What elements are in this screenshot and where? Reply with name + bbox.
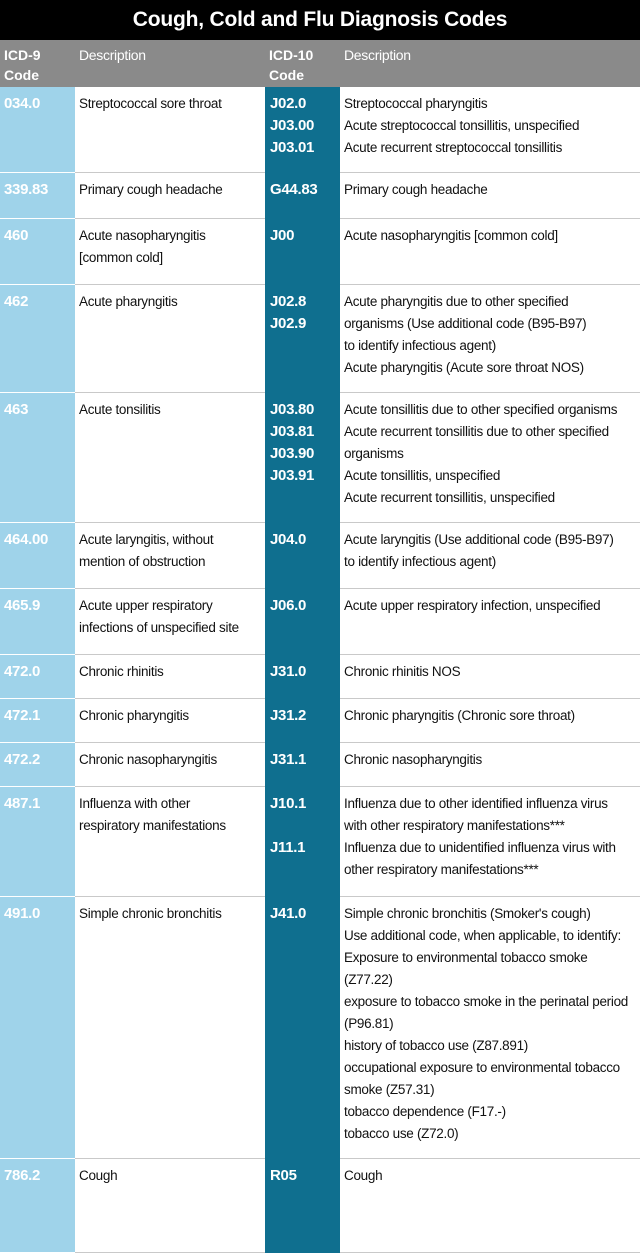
- icd10-description-line: Acute streptococcal tonsillitis, unspecified: [344, 118, 580, 133]
- icd9-code-cell: [0, 1158, 75, 1252]
- icd10-code-cell: [265, 588, 340, 654]
- icd10-description-line: organisms (Use additional code (B95-B97): [344, 315, 587, 331]
- icd10-code: J02.8: [270, 292, 307, 310]
- icd9-description-cell: [75, 742, 265, 786]
- icd10-description-line: Acute upper respiratory infection, unspecified: [344, 597, 601, 613]
- icd9-code: 491.0: [4, 904, 41, 922]
- icd10-description-line: Exposure to environmental tobacco smoke: [344, 949, 588, 965]
- icd10-code-cell: [265, 698, 340, 742]
- icd9-description-cell: [75, 87, 265, 172]
- table-row: [0, 87, 640, 172]
- icd9-description-line: Streptococcal sore throat: [79, 96, 222, 111]
- icd10-description-line: Streptococcal pharyngitis: [344, 96, 488, 111]
- icd10-description-cell: [340, 392, 640, 522]
- icd9-code-cell: [0, 284, 75, 392]
- icd9-description-line: Chronic pharyngitis: [79, 707, 189, 723]
- icd10-code: J04.0: [270, 530, 307, 548]
- icd9-description-line: Acute pharyngitis: [79, 293, 178, 309]
- table-row: [0, 1158, 640, 1252]
- icd10-description-cell: [340, 896, 640, 1158]
- icd9-description-line: [common cold]: [79, 249, 163, 265]
- description-header-icd10: Description: [340, 40, 640, 87]
- icd10-description-line: Acute recurrent streptococcal tonsillitis: [344, 140, 563, 155]
- icd9-description-cell: [75, 392, 265, 522]
- icd10-code: J10.1: [270, 794, 307, 812]
- icd10-description-cell: [340, 172, 640, 218]
- table-header-row: [0, 40, 640, 87]
- icd9-code-cell: [0, 654, 75, 698]
- icd10-description-cell: [340, 284, 640, 392]
- icd10-code: G44.83: [270, 180, 318, 198]
- icd9-description-line: Acute tonsilitis: [79, 401, 161, 417]
- icd9-description-line: Chronic nasopharyngitis: [79, 751, 217, 767]
- table-row: [0, 742, 640, 786]
- icd10-description-line: Chronic nasopharyngitis: [344, 751, 482, 767]
- icd9-code: 463: [4, 400, 29, 418]
- icd10-description-line: Acute laryngitis (Use additional code (B95-B97): [344, 531, 614, 547]
- icd9-code-cell: [0, 172, 75, 218]
- icd9-description-cell: [75, 1158, 265, 1252]
- diagnosis-code-table: [0, 40, 640, 1253]
- table-row: [0, 392, 640, 522]
- table-row: [0, 522, 640, 588]
- icd9-code-cell: [0, 742, 75, 786]
- icd9-description-line: mention of obstruction: [79, 553, 206, 569]
- icd9-description-cell: [75, 588, 265, 654]
- icd10-description-line: Acute pharyngitis (Acute sore throat NOS): [344, 359, 584, 375]
- icd10-description-line: tobacco use (Z72.0): [344, 1125, 459, 1141]
- icd10-code: R05: [270, 1166, 297, 1184]
- icd9-code: 472.0: [4, 662, 41, 680]
- icd10-description-line: organisms: [344, 445, 404, 461]
- icd10-description-line: Acute nasopharyngitis [common cold]: [344, 227, 558, 243]
- icd10-description-line: Acute tonsillitis, unspecified: [344, 467, 501, 483]
- table-row: [0, 896, 640, 1158]
- icd10-code-cell: [265, 284, 340, 392]
- icd10-code: J03.91: [270, 466, 315, 484]
- page-title: Cough, Cold and Flu Diagnosis Codes: [0, 0, 640, 40]
- icd10-code: J03.00: [270, 117, 315, 134]
- table-body: [0, 87, 640, 1252]
- icd10-description-cell: [340, 742, 640, 786]
- icd10-code: J03.01: [270, 139, 315, 156]
- icd9-description-line: Cough: [79, 1167, 118, 1183]
- icd9-code-cell: [0, 218, 75, 284]
- icd10-description-line: Acute recurrent tonsillitis, unspecified: [344, 489, 555, 505]
- icd10-code: J31.0: [270, 662, 307, 680]
- icd10-description-line: Cough: [344, 1167, 383, 1183]
- icd10-description-cell: [340, 698, 640, 742]
- icd10-description-cell: [340, 87, 640, 172]
- icd9-description-line: Acute nasopharyngitis: [79, 227, 206, 243]
- icd9-code: 034.0: [4, 95, 41, 112]
- icd9-code: 460: [4, 226, 29, 244]
- icd10-code: J41.0: [270, 904, 307, 922]
- icd10-description-line: Primary cough headache: [344, 181, 488, 197]
- icd9-description-cell: [75, 522, 265, 588]
- icd9-description-cell: [75, 654, 265, 698]
- icd9-description-line: Primary cough headache: [79, 181, 223, 197]
- icd10-code-cell: [265, 392, 340, 522]
- icd9-description-cell: [75, 172, 265, 218]
- icd10-description-line: Simple chronic bronchitis (Smoker's cough): [344, 905, 591, 921]
- table-row: [0, 588, 640, 654]
- icd10-code: J02.0: [270, 95, 307, 112]
- icd10-description-line: Influenza due to unidentified influenza virus with: [344, 839, 616, 855]
- icd10-description-line: with other respiratory manifestations***: [344, 817, 565, 833]
- icd9-code: 472.1: [4, 706, 41, 724]
- icd10-description-line: (Z77.22): [344, 971, 393, 987]
- icd10-description-line: Acute recurrent tonsillitis due to other specified: [344, 423, 609, 439]
- icd9-description-line: Acute laryngitis, without: [79, 531, 214, 547]
- icd9-description-line: Simple chronic bronchitis: [79, 905, 222, 921]
- icd9-code: 786.2: [4, 1166, 41, 1184]
- icd10-code-cell: [265, 522, 340, 588]
- icd9-code-cell: [0, 896, 75, 1158]
- icd10-code-cell: [265, 87, 340, 172]
- icd10-description-cell: [340, 786, 640, 896]
- icd9-description-cell: [75, 896, 265, 1158]
- icd10-code: J31.2: [270, 706, 307, 724]
- icd9-code: 487.1: [4, 794, 41, 812]
- icd10-description-line: occupational exposure to environmental tobacco: [344, 1059, 620, 1075]
- icd9-code: 464.00: [4, 530, 49, 548]
- icd10-description-line: Chronic rhinitis NOS: [344, 663, 461, 679]
- icd10-code: J03.81: [270, 422, 315, 440]
- icd10-description-line: Acute pharyngitis due to other specified: [344, 293, 569, 309]
- icd10-description-line: to identify infectious agent): [344, 337, 496, 353]
- icd10-description-line: Chronic pharyngitis (Chronic sore throat): [344, 707, 575, 723]
- icd9-code: 462: [4, 292, 29, 310]
- icd10-description-cell: [340, 588, 640, 654]
- icd10-description-line: exposure to tobacco smoke in the perinatal period: [344, 993, 628, 1009]
- icd9-code-cell: [0, 522, 75, 588]
- icd9-description-cell: [75, 284, 265, 392]
- icd10-description-line: tobacco dependence (F17.-): [344, 1103, 506, 1119]
- icd10-code-cell: [265, 896, 340, 1158]
- table-row: [0, 786, 640, 896]
- table-row: [0, 284, 640, 392]
- icd9-description-cell: [75, 698, 265, 742]
- icd10-description-cell: [340, 218, 640, 284]
- icd10-code-cell: [265, 786, 340, 896]
- icd9-description-line: Influenza with other: [79, 795, 191, 811]
- table-row: [0, 654, 640, 698]
- icd10-code-cell: [265, 742, 340, 786]
- icd9-code: 472.2: [4, 750, 41, 768]
- icd10-code: J06.0: [270, 596, 307, 614]
- icd10-description-cell: [340, 654, 640, 698]
- icd10-code: J11.1: [270, 838, 306, 856]
- icd10-description-cell: [340, 522, 640, 588]
- table-row: [0, 218, 640, 284]
- icd10-code: J00: [270, 226, 295, 244]
- icd9-description-line: Acute upper respiratory: [79, 597, 213, 613]
- icd9-code-cell: [0, 588, 75, 654]
- icd9-description-line: infections of unspecified site: [79, 619, 239, 635]
- icd9-code-cell: [0, 786, 75, 896]
- icd10-code: J31.1: [270, 750, 307, 768]
- icd10-description-line: (P96.81): [344, 1015, 394, 1031]
- icd9-header: ICD-9 Code: [0, 40, 75, 87]
- icd10-description-line: smoke (Z57.31): [344, 1081, 435, 1097]
- icd10-code-cell: [265, 1158, 340, 1252]
- icd10-code-cell: [265, 172, 340, 218]
- icd10-description-cell: [340, 1158, 640, 1252]
- table-row: [0, 172, 640, 218]
- icd9-description-line: Chronic rhinitis: [79, 663, 164, 679]
- icd9-description-cell: [75, 218, 265, 284]
- icd9-code-cell: [0, 698, 75, 742]
- icd10-header: ICD-10 Code: [265, 40, 340, 87]
- icd10-description-line: Use additional code, when applicable, to identify:: [344, 927, 621, 943]
- icd10-code: J03.90: [270, 444, 315, 462]
- icd10-description-line: Acute tonsillitis due to other specified organisms: [344, 401, 618, 417]
- icd9-description-cell: [75, 786, 265, 896]
- icd9-code-cell: [0, 392, 75, 522]
- icd10-code-cell: [265, 654, 340, 698]
- icd9-code-cell: [0, 87, 75, 172]
- icd10-description-line: to identify infectious agent): [344, 553, 496, 569]
- icd10-code: J02.9: [270, 314, 307, 332]
- icd9-description-line: respiratory manifestations: [79, 817, 226, 833]
- icd10-description-line: Influenza due to other identified influenza virus: [344, 795, 608, 811]
- icd10-description-line: history of tobacco use (Z87.891): [344, 1037, 529, 1053]
- icd10-code-cell: [265, 218, 340, 284]
- icd10-code-spacer: [270, 815, 336, 837]
- table-row: [0, 698, 640, 742]
- icd9-code: 339.83: [4, 180, 49, 198]
- description-header-icd9: Description: [75, 40, 265, 87]
- icd10-description-line: other respiratory manifestations***: [344, 861, 539, 877]
- icd10-code: J03.80: [270, 400, 315, 418]
- icd9-code: 465.9: [4, 596, 41, 614]
